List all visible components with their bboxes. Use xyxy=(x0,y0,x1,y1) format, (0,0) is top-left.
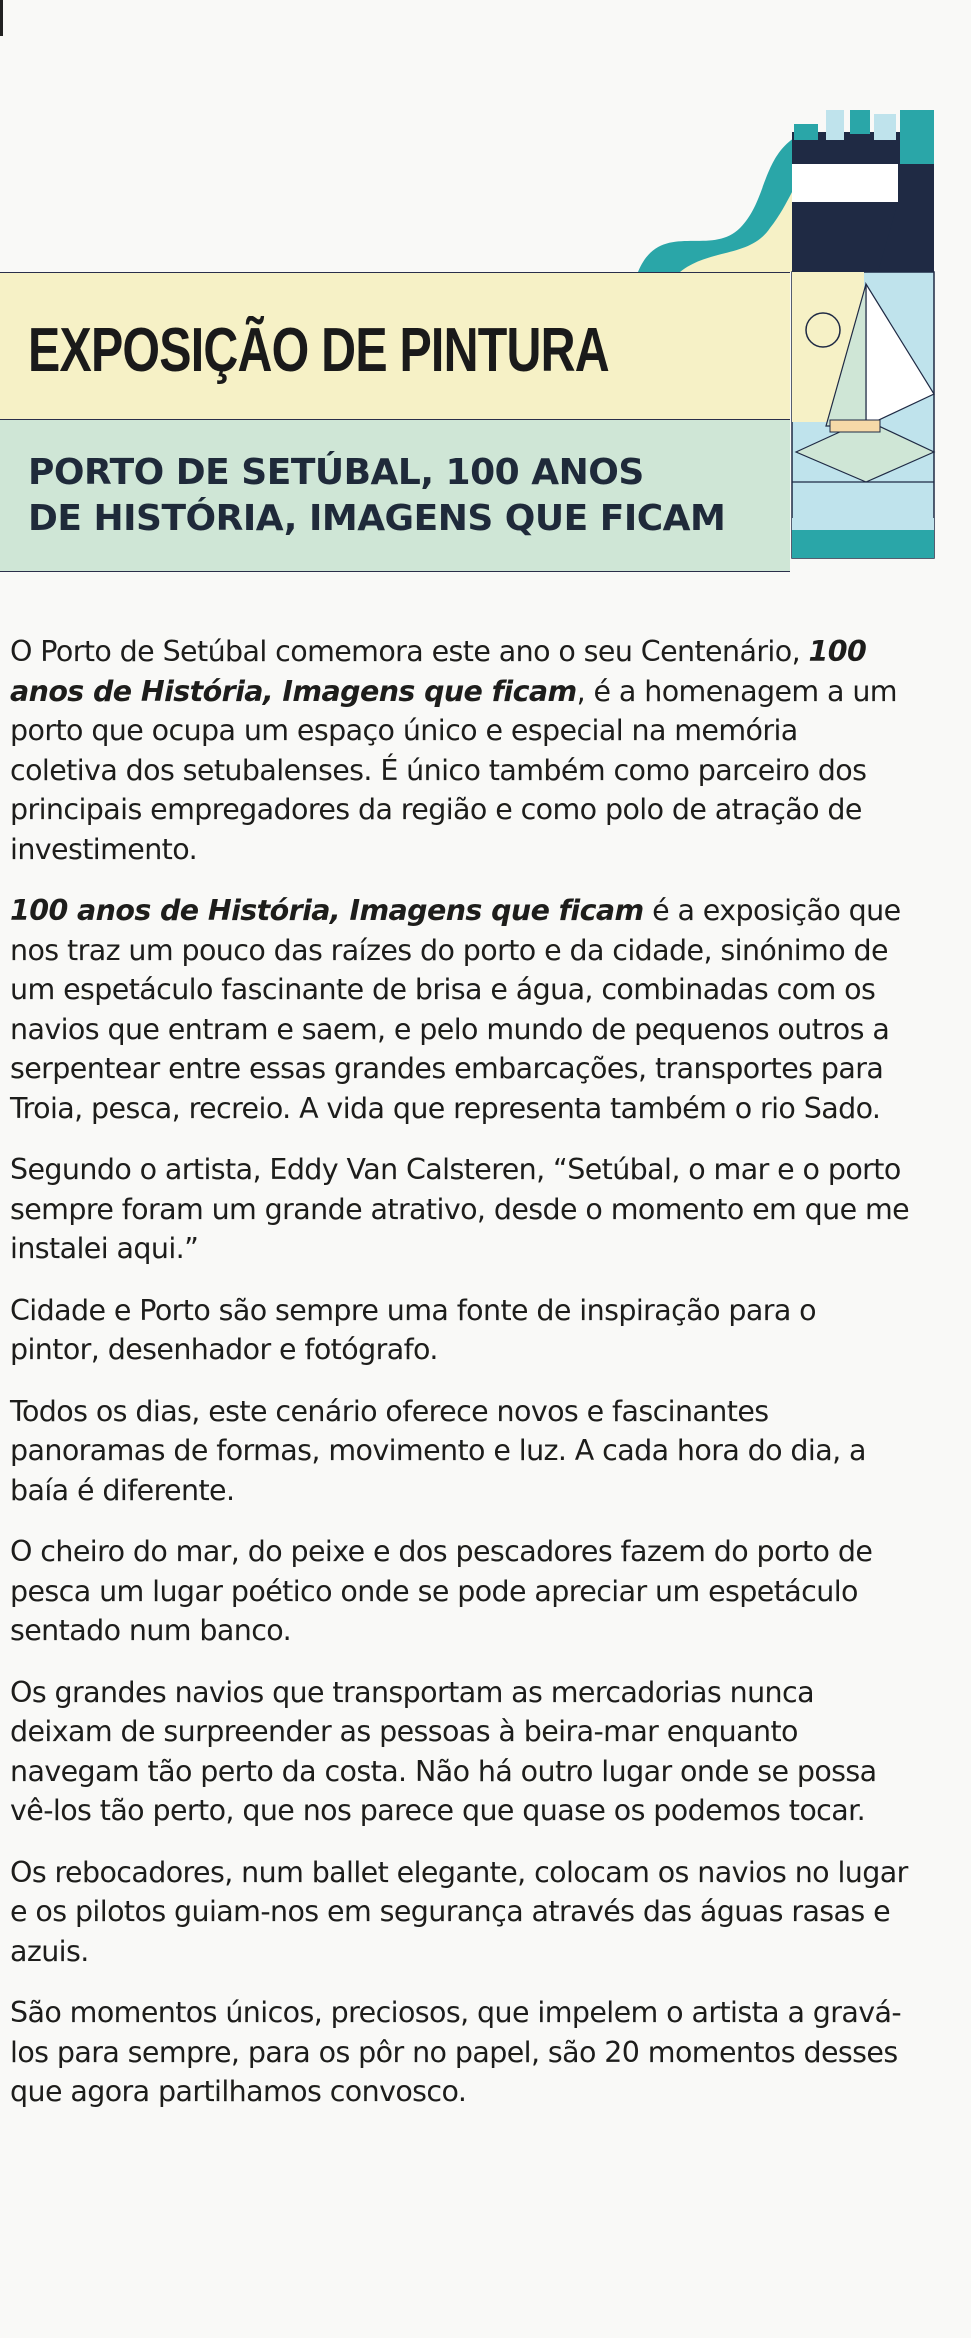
subtitle-line-1: PORTO DE SETÚBAL, 100 ANOS xyxy=(28,452,644,493)
paragraph-4: Cidade e Porto são sempre uma fonte de inspiração para o pintor, desenhador e fotógrafo. xyxy=(10,1293,816,1366)
subtitle-line-2: DE HISTÓRIA, IMAGENS QUE FICAM xyxy=(28,498,726,539)
water-band-light xyxy=(792,518,934,530)
paragraph-1: O Porto de Setúbal comemora este ano o seu Centenário, 100 anos de História, Imagens que ficam, é a homenagem a um porto que ocupa um espaço único e especial na memória coletiva dos setubalenses. É único também como parceiro dos principais empregadores da região e como polo de atração de investimento. xyxy=(10,635,897,866)
page-title: EXPOSIÇÃO DE PINTURA xyxy=(28,316,609,385)
page-edge-mark xyxy=(0,0,3,36)
ship-funnel-2 xyxy=(826,110,844,140)
ship-funnel-4 xyxy=(874,114,896,140)
paragraph-7: Os grandes navios que transportam as mercadorias nunca deixam de surpreender as pessoas à beira-mar enquanto navegam tão perto da costa. Não há outro lugar onde se possa vê-los tão perto, que nos parece que quase os podemos tocar. xyxy=(10,1675,877,1827)
ship-mast xyxy=(900,110,934,164)
exhibition-name-1: 100 anos de História, Imagens que ficam xyxy=(10,635,867,708)
paragraph-9: São momentos únicos, preciosos, que impelem o artista a gravá-los para sempre, para os pôr no papel, são 20 momentos desses que agora partilhamos convosco. xyxy=(10,1996,902,2108)
ship-funnel-3 xyxy=(850,110,870,134)
paragraph-6: O cheiro do mar, do peixe e dos pescadores fazem do porto de pesca um lugar poético onde se pode apreciar um espetáculo sentado num banco. xyxy=(10,1535,873,1647)
ship-funnel-1 xyxy=(794,124,818,140)
ship-window-band xyxy=(792,164,898,202)
paragraph-3: Segundo o artista, Eddy Van Calsteren, “Setúbal, o mar e o porto sempre foram um grande atrativo, desde o momento em que me instalei aqui.” xyxy=(10,1153,910,1265)
ship-harbour-illustration xyxy=(620,108,940,576)
boat-cabin xyxy=(830,420,880,432)
article-body xyxy=(10,632,910,2134)
sun-icon xyxy=(806,313,840,347)
paragraph-2: 100 anos de História, Imagens que ficam é a exposição que nos traz um pouco das raízes do porto e da cidade, sinónimo de um espetáculo fascinante de brisa e água, combinadas com os navios que entram e saem, e pelo mundo de pequenos outros a serpentear entre essas grandes embarcações, transportes para Troia, pesca, recreio. A vida que representa também o rio Sado. xyxy=(10,894,901,1125)
paragraph-5: Todos os dias, este cenário oferece novos e fascinantes panoramas de formas, movimento e luz. A cada hora do dia, a baía é diferente. xyxy=(10,1394,866,1507)
exhibition-name-2: 100 anos de História, Imagens que ficam xyxy=(10,894,644,927)
paragraph-8: Os rebocadores, num ballet elegante, colocam os navios no lugar e os pilotos guiam-nos em segurança através das águas rasas e azuis. xyxy=(10,1855,908,1968)
